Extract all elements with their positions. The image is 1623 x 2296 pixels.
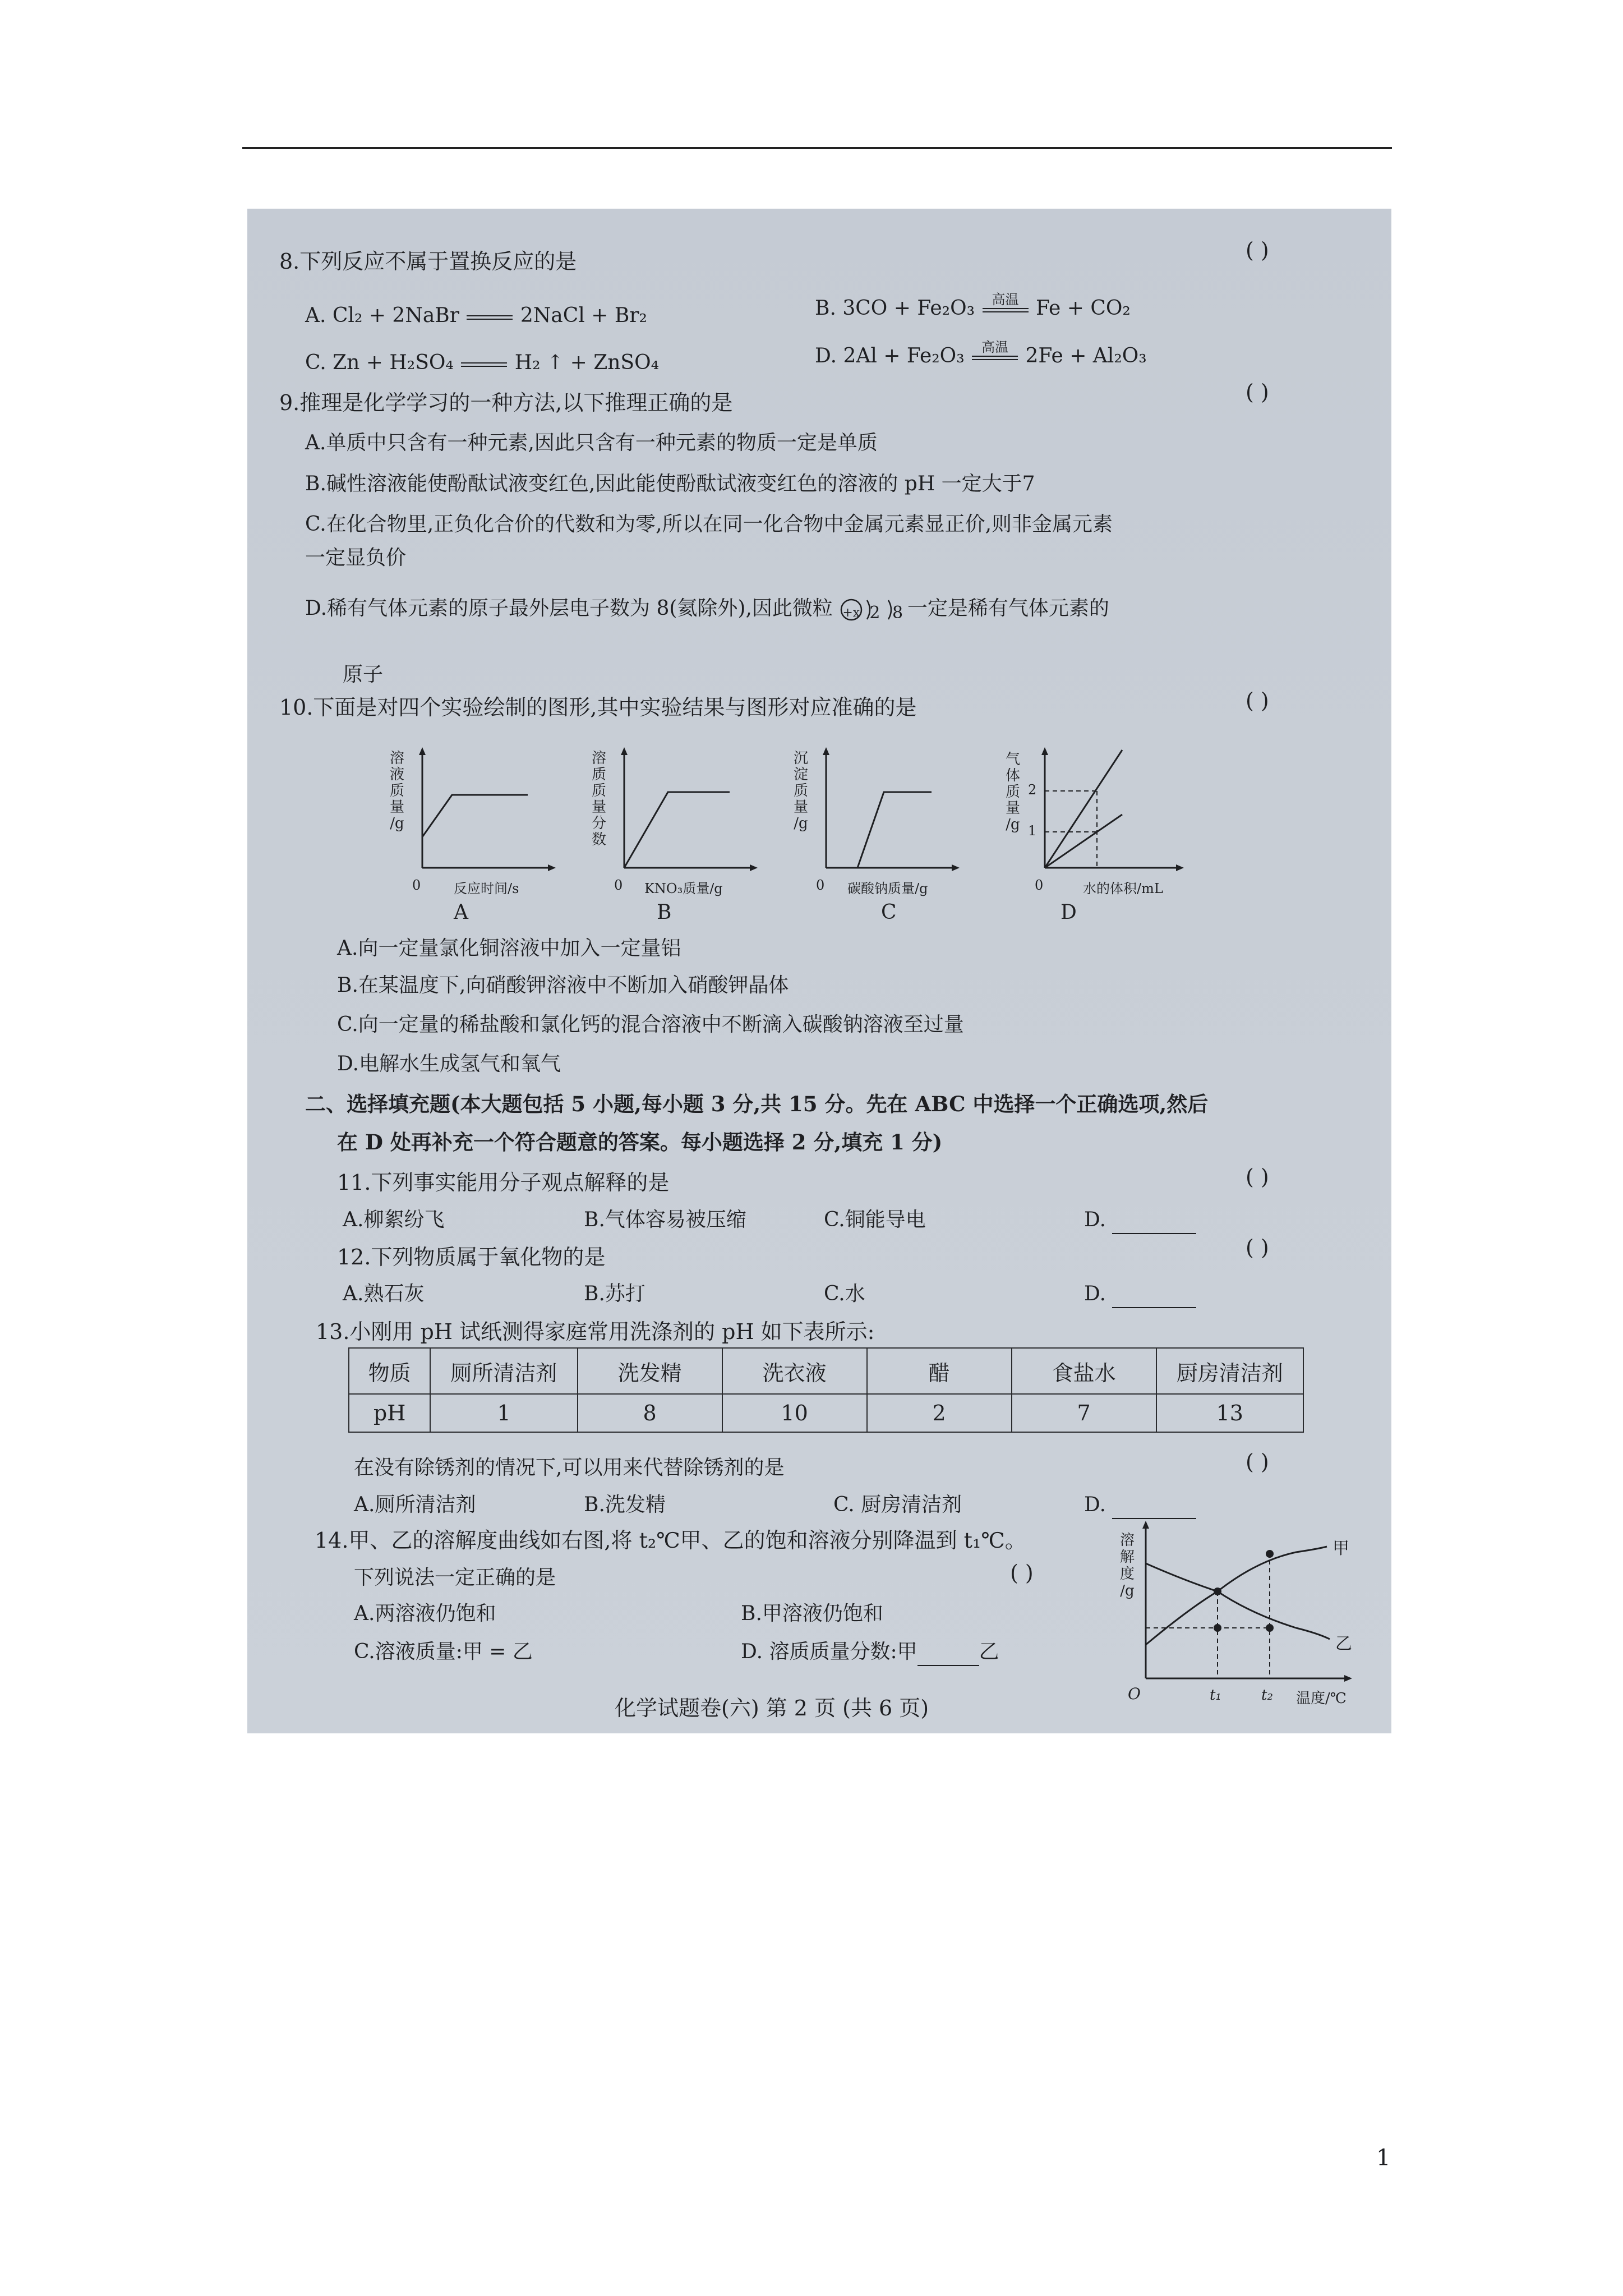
q8-option-a [305,303,647,329]
q11-option-a: A.柳絮纷飞 [343,1208,445,1231]
q10-stem: 10.下面是对四个实验绘制的图形,其中实验结果与图形对应准确的是 [279,695,917,720]
q13-option-b: B.洗发精 [584,1493,666,1516]
graph-d-tick-2: 2 [1028,782,1037,798]
graph-d-letter: D [1061,901,1077,924]
ph-table-cell: pH [349,1394,430,1432]
page-number: 1 [1376,2145,1391,2171]
ph-table-cell: 2 [867,1394,1012,1432]
equals-sign [460,356,508,372]
q9-d-text-cont: 一定是稀有气体元素的 [907,597,1109,620]
graph-a-xlabel: 反应时间/s [454,881,519,896]
solubility-ylabel-char: 度 [1119,1566,1135,1582]
graph-c-xlabel: 碳酸钠质量/g [847,881,928,896]
q13-option-a: A.厕所清洁剂 [354,1493,476,1516]
q9-option-d-line1 [305,596,1109,623]
ph-table-cell: 13 [1156,1394,1303,1432]
q8-option-c [305,350,659,376]
ph-table-header-cell: 物质 [349,1348,430,1394]
ph-table-cell: 10 [722,1394,867,1432]
q9-option-d-line2: 原子 [343,663,384,686]
graph-d-xlabel: 水的体积/mL [1083,881,1163,896]
q8-c-products: H₂ ↑ + ZnSO₄ [514,351,660,374]
answer-blank [1112,1207,1196,1234]
ph-table-cell: 1 [430,1394,577,1432]
q14-d-text: D. 溶质质量分数:甲 [741,1640,917,1663]
curve-label-jia: 甲 [1332,1539,1349,1558]
q8-option-b [815,292,1131,321]
graph-b-letter: B [657,901,672,924]
q8-answer-paren: ( ) [1246,238,1269,263]
q11-option-b: B.气体容易被压缩 [584,1208,746,1231]
graph-b-ylabel-char: 质 [591,783,606,799]
q12-option-d [1084,1281,1196,1308]
q9-option-c-line2: 一定显负价 [305,546,407,569]
answer-blank [1112,1281,1196,1308]
q14-sub-question: 下列说法一定正确的是 [354,1566,556,1589]
graph-c-ylabel-char: /g [794,815,808,832]
graph-c-ylabel-char: 沉 [793,750,808,767]
graph-a-letter: A [454,901,468,924]
solubility-ylabel-char: 溶 [1119,1532,1135,1549]
graph-c-ylabel-char: 质 [793,783,808,799]
t1-label: t₁ [1210,1687,1221,1704]
graph-b-ylabel-char: 质 [591,766,606,783]
ph-table-header-cell: 洗衣液 [722,1348,867,1394]
q8-option-d [815,339,1147,369]
equals-sign-with-condition [971,339,1019,366]
q13-option-d [1084,1492,1196,1519]
q10-option-d: D.电解水生成氢气和氧气 [337,1052,561,1075]
q10-option-b: B.在某温度下,向硝酸钾溶液中不断加入硝酸钾晶体 [337,974,789,997]
graph-d-ylabel-char: 量 [1005,800,1020,817]
q14-option-d [741,1639,999,1666]
atom-nucleus-charge: +x [842,606,860,620]
graph-c-letter: C [881,901,897,924]
q8-a-reactants: A. Cl₂ + 2NaBr [305,304,459,327]
graph-a [388,747,556,915]
q14-d-text-end: 乙 [979,1640,999,1663]
solubility-xlabel: 温度/℃ [1296,1690,1347,1707]
section2-heading-line1: 二、选择填充题(本大题包括 5 小题,每小题 3 分,共 15 分。先在 ABC 中选择一个正确选项,然后 [305,1092,1209,1116]
equals-sign-with-condition [981,292,1030,318]
q9-option-b: B.碱性溶液能使酚酞试液变红色,因此能使酚酞试液变红色的溶液的 pH 一定大于7 [305,472,1035,495]
q10-option-c: C.向一定量的稀盐酸和氯化钙的混合溶液中不断滴入碳酸钠溶液至过量 [337,1013,964,1036]
q13-option-c: C. 厨房清洁剂 [833,1493,962,1516]
q9-stem: 9.推理是化学学习的一种方法,以下推理正确的是 [279,390,733,415]
q8-stem: 8.下列反应不属于置换反应的是 [279,249,577,274]
q9-option-a: A.单质中只含有一种元素,因此只含有一种元素的物质一定是单质 [305,431,878,454]
ph-table-header-cell: 洗发精 [578,1348,722,1394]
q12-option-a: A.熟石灰 [343,1282,425,1305]
graph-d-ylabel-char: 质 [1005,784,1020,800]
ph-table-header-cell: 厨房清洁剂 [1156,1348,1303,1394]
ph-table-cell: 7 [1012,1394,1156,1432]
q14-option-a: A.两溶液仍饱和 [354,1602,496,1625]
atom-structure-diagram [839,597,907,623]
ph-table-header-cell: 食盐水 [1012,1348,1156,1394]
graph-a-origin: 0 [412,877,421,893]
graph-a-ylabel-char: /g [390,815,404,832]
q8-d-products: 2Fe + Al₂O₃ [1025,344,1147,367]
graph-b [589,747,758,915]
q13-d-label: D. [1084,1493,1106,1516]
q8-c-reactants: C. Zn + H₂SO₄ [305,351,454,374]
solubility-ylabel-char: 解 [1119,1549,1135,1566]
atom-shell-electrons: 2 8 [869,603,907,623]
graph-d [993,736,1184,915]
graph-a-ylabel-char: 质 [389,783,404,799]
ph-table-header-row [349,1348,1303,1394]
q14-answer-paren: ( ) [1010,1561,1034,1585]
graph-b-ylabel-char: 溶 [591,750,606,767]
ph-table [348,1347,1304,1433]
ph-table-header-cell: 醋 [867,1348,1012,1394]
q14-stem: 14.甲、乙的溶解度曲线如右图,将 t₂℃甲、乙的饱和溶液分别降温到 t₁℃。 [315,1528,1026,1553]
q8-a-products: 2NaCl + Br₂ [520,304,647,327]
q13-stem: 13.小刚用 pH 试纸测得家庭常用洗涤剂的 pH 如下表所示: [316,1319,875,1344]
q12-d-label: D. [1084,1282,1106,1305]
q11-stem: 11.下列事实能用分子观点解释的是 [337,1170,670,1195]
curve-label-yi: 乙 [1335,1634,1352,1654]
graph-b-ylabel-char: 数 [591,831,606,848]
graph-b-ylabel-char: 分 [591,815,606,832]
q8-d-reactants: D. 2Al + Fe₂O₃ [815,344,965,367]
graph-d-origin: 0 [1035,877,1044,893]
header-rule [242,147,1392,149]
t2-label: t₂ [1261,1687,1273,1704]
reaction-condition: 高温 [981,339,1009,355]
ph-table-value-row [349,1394,1303,1432]
graph-a-ylabel-char: 量 [389,799,404,816]
q10-option-a: A.向一定量氯化铜溶液中加入一定量铝 [337,937,681,960]
graph-b-xlabel: KNO₃质量/g [644,881,723,896]
footer: 化学试题卷(六) 第 2 页 (共 6 页) [615,1696,929,1720]
q11-option-d [1084,1207,1196,1234]
q9-answer-paren: ( ) [1246,380,1269,404]
q10-answer-paren: ( ) [1246,688,1269,713]
ph-table-cell: 8 [578,1394,722,1432]
exam-photo [247,209,1391,1733]
section2-heading-line2: 在 D 处再补充一个符合题意的答案。每小题选择 2 分,填充 1 分) [337,1130,943,1154]
graph-c-ylabel-char: 淀 [793,766,808,783]
q11-option-c: C.铜能导电 [824,1208,926,1231]
graph-b-origin: 0 [614,877,623,893]
solubility-ylabel-char: /g [1120,1582,1135,1599]
q9-d-text: D.稀有气体元素的原子最外层电子数为 8(氦除外),因此微粒 [305,597,833,620]
answer-blank [1112,1492,1196,1519]
solubility-origin: O [1128,1685,1141,1703]
graph-d-ylabel-char: /g [1006,816,1020,833]
graph-c-origin: 0 [816,877,825,893]
ph-table-header-cell: 厕所清洁剂 [430,1348,577,1394]
q14-option-c: C.溶液质量:甲 = 乙 [354,1640,533,1663]
q12-stem: 12.下列物质属于氧化物的是 [337,1245,606,1269]
solubility-graph [1111,1519,1380,1726]
graph-d-ylabel-char: 气 [1005,751,1020,768]
q8-b-reactants: B. 3CO + Fe₂O₃ [815,297,975,320]
graph-c [791,747,960,915]
q12-option-b: B.苏打 [584,1282,645,1305]
graph-d-ylabel-char: 体 [1005,767,1020,784]
graph-c-ylabel-char: 量 [793,799,808,816]
q12-answer-paren: ( ) [1246,1235,1269,1260]
q8-b-products: Fe + CO₂ [1035,297,1131,320]
q13-sub-question: 在没有除锈剂的情况下,可以用来代替除锈剂的是 [354,1456,785,1479]
graph-a-ylabel-char: 溶 [389,750,404,767]
q12-option-c: C.水 [824,1282,865,1305]
q14-option-b: B.甲溶液仍饱和 [741,1602,883,1625]
answer-blank [917,1639,979,1666]
q11-d-label: D. [1084,1208,1106,1231]
reaction-condition: 高温 [992,292,1019,307]
graph-a-ylabel-char: 液 [389,766,404,783]
graph-d-tick-1: 1 [1028,823,1037,839]
q13-answer-paren: ( ) [1246,1450,1269,1474]
equals-sign [465,309,514,325]
q11-answer-paren: ( ) [1246,1165,1269,1189]
graph-b-ylabel-char: 量 [591,799,606,816]
q9-option-c-line1: C.在化合物里,正负化合价的代数和为零,所以在同一化合物中金属元素显正价,则非金属元素 [305,513,1113,536]
